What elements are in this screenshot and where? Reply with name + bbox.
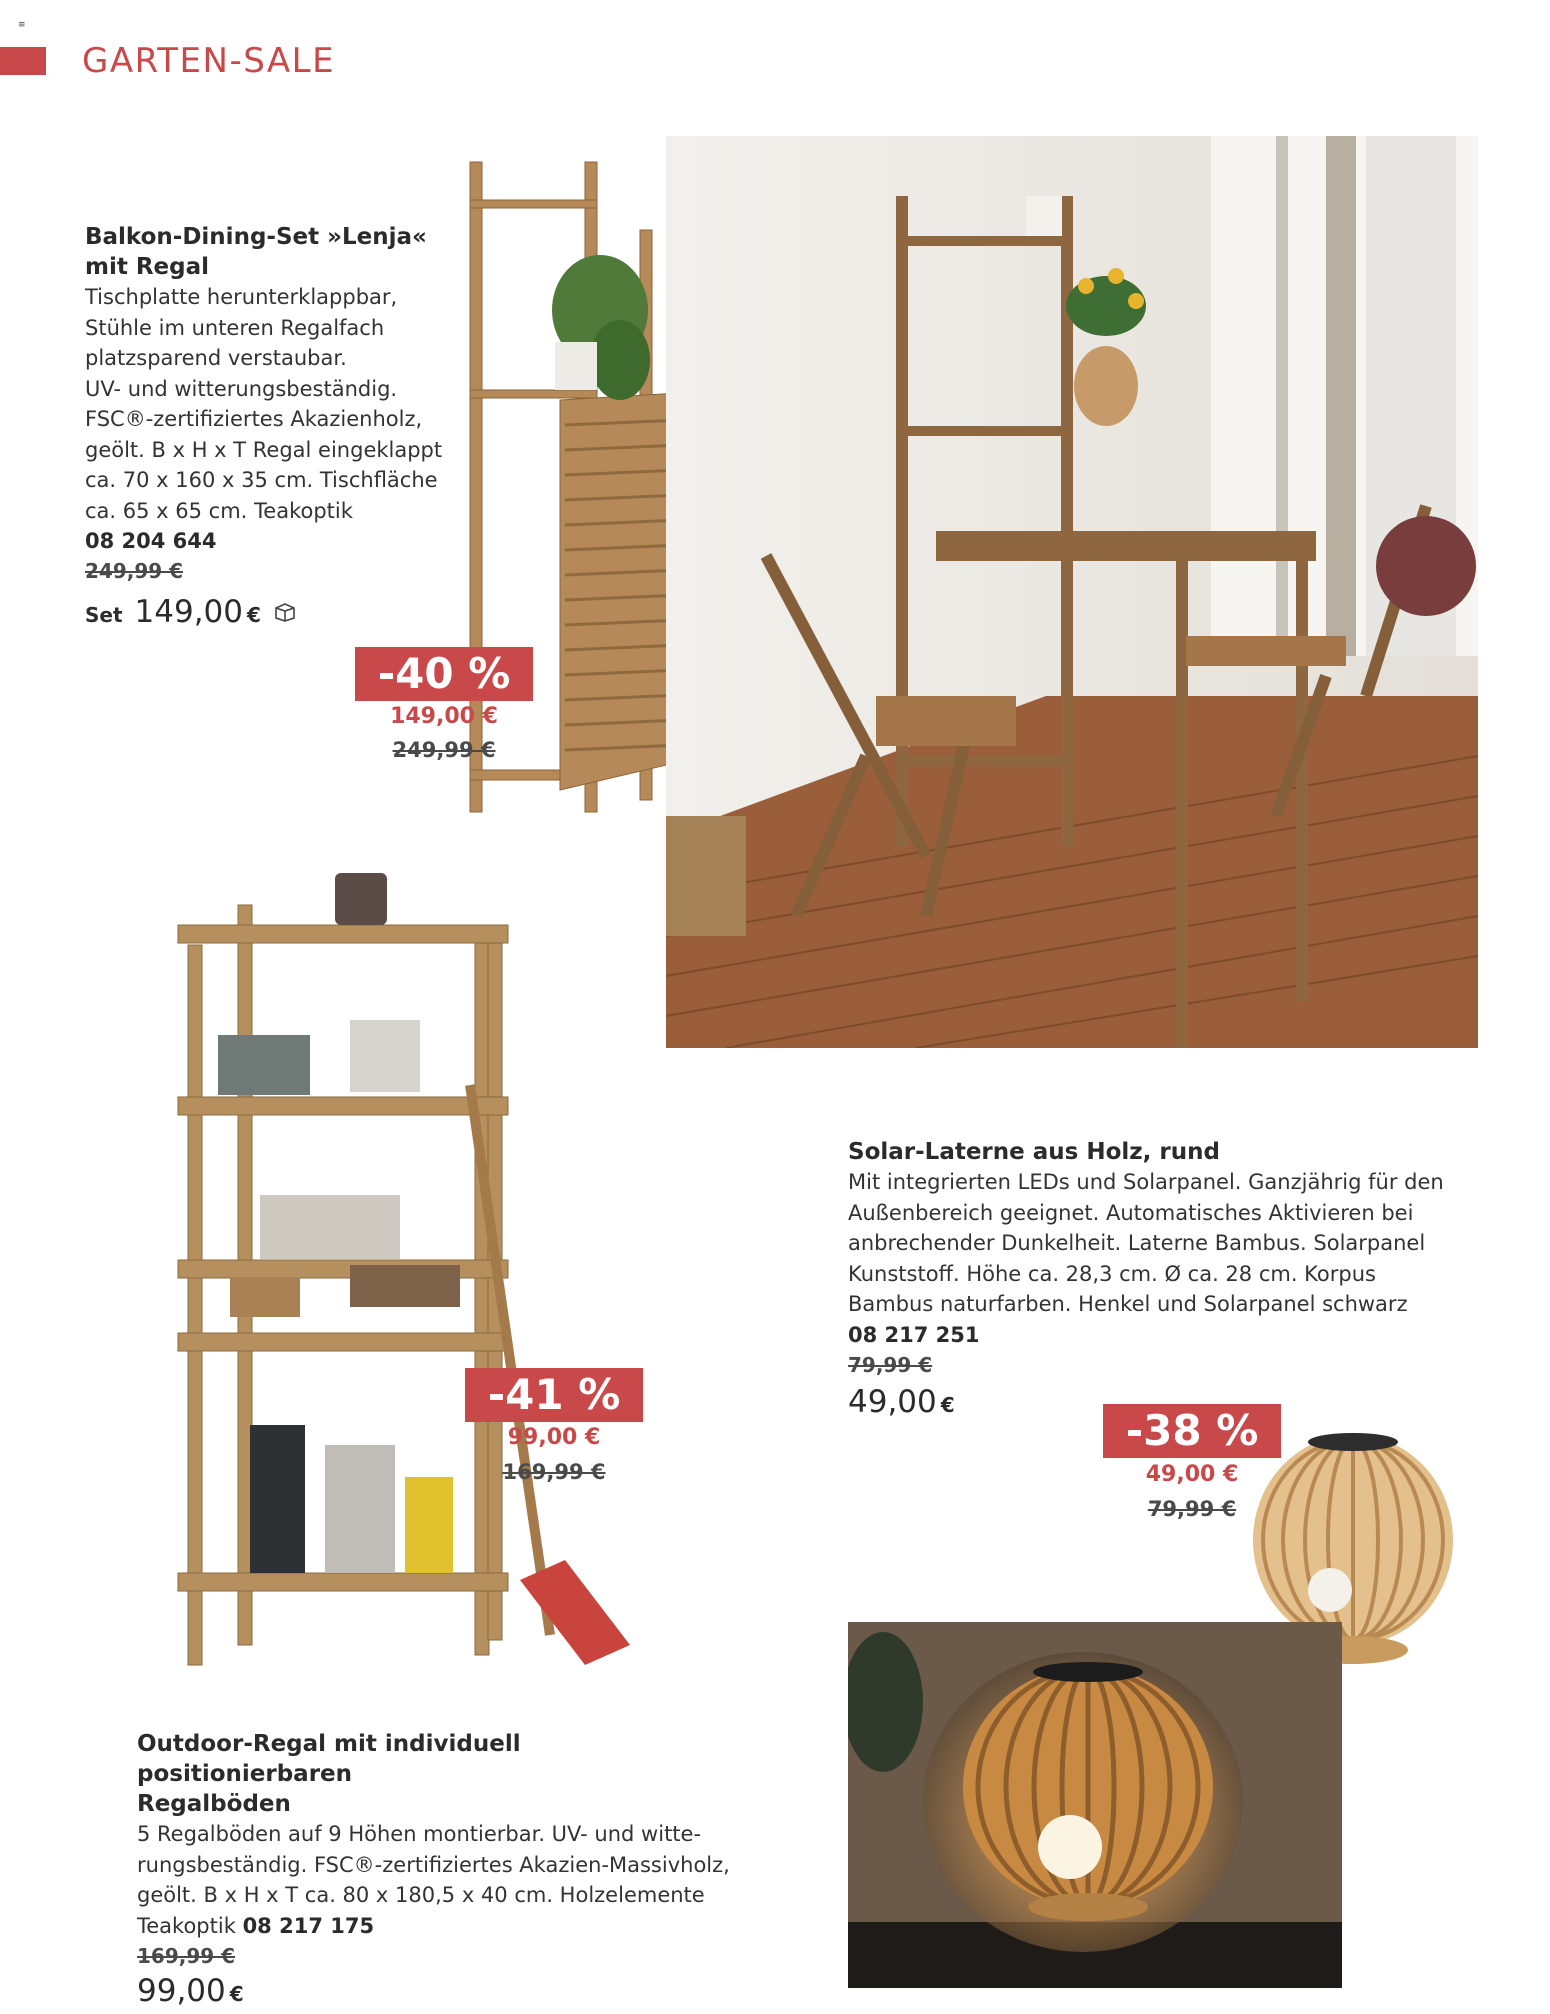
price-value: 49,00: [848, 1383, 937, 1420]
old-price: 169,99 €: [137, 1944, 236, 1968]
discount-badge: -38 %: [1103, 1404, 1281, 1458]
badge-old-price: 249,99 €: [392, 738, 496, 762]
product-title-line2: mit Regal: [85, 254, 210, 280]
price-row: [85, 594, 465, 630]
product-solar-laterne: [848, 1137, 1488, 1427]
desc-line: anbrechender Dunkelheit. Laterne Bambus. Solarpanel: [848, 1231, 1426, 1255]
currency: €: [247, 603, 261, 627]
article-number: 08 217 251: [848, 1322, 980, 1347]
badge-old-price: 79,99 €: [1147, 1497, 1237, 1521]
desc-line: 5 Regalböden auf 9 Höhen montierbar. UV- und witte-: [137, 1822, 702, 1846]
menu-icon[interactable]: ≡: [18, 20, 26, 30]
currency: €: [229, 1982, 244, 2006]
section-title: GARTEN-SALE: [82, 41, 336, 81]
badge-price: 99,00 €: [507, 1425, 601, 1450]
product-title: Balkon-Dining-Set »Lenja«: [85, 224, 427, 250]
new-price: [135, 594, 261, 630]
badge-price: 49,00 €: [1145, 1462, 1239, 1487]
product-title-line2: Regalböden: [137, 1791, 291, 1817]
desc-line: platzsparend verstaubar.: [85, 346, 347, 370]
discount-badge: -41 %: [465, 1368, 643, 1422]
desc-line: geölt. B x H x T Regal eingeklappt: [85, 437, 443, 462]
product-title: Solar-Laterne aus Holz, rund: [848, 1139, 1220, 1165]
discount-badge: -40 %: [355, 647, 533, 701]
old-price: 79,99 €: [848, 1352, 933, 1377]
product-description: [85, 282, 465, 526]
desc-text: Teakoptik: [137, 1913, 236, 1938]
desc-line: ca. 70 x 160 x 35 cm. Tischfläche: [85, 468, 438, 492]
badge-old-price: 169,99 €: [502, 1460, 606, 1484]
outdoor-shelf-image: [170, 865, 640, 1695]
desc-line: ca. 65 x 65 cm. Teakoptik: [85, 498, 353, 523]
desc-line: Mit integrierten LEDs und Solarpanel. Ganzjährig für den: [848, 1170, 1444, 1194]
delivery-box-icon: [273, 602, 297, 626]
article-number: 08 204 644: [85, 529, 217, 553]
desc-line: Außenbereich geeignet. Automatisches Aktivieren bei: [848, 1200, 1414, 1225]
desc-line: [137, 1911, 737, 1942]
product-outdoor-regal: [137, 1729, 737, 2014]
desc-line: geölt. B x H x T ca. 80 x 180,5 x 40 cm. Holzelemente: [137, 1883, 705, 1907]
product-balkon-set: [85, 222, 465, 630]
price-value: 149,00: [134, 594, 244, 630]
desc-line: FSC®-zertifiziertes Akazienholz,: [85, 407, 423, 431]
lantern-mood-photo: [848, 1622, 1342, 1988]
product-description: [848, 1167, 1488, 1320]
section-marker: [0, 47, 46, 75]
desc-line: Tischplatte herunterklappbar,: [85, 285, 398, 309]
product-title: Outdoor-Regal mit individuell positionierbaren: [137, 1731, 521, 1787]
new-price: [137, 1971, 737, 2014]
price-prefix: Set: [85, 603, 123, 627]
balcony-scene-photo: [666, 136, 1478, 1048]
old-price: 249,99 €: [85, 559, 184, 583]
badge-price: 149,00 €: [390, 704, 498, 729]
desc-line: UV- und witterungsbeständig.: [85, 376, 398, 401]
price-value: 99,00: [137, 1973, 226, 2009]
desc-line: Bambus naturfarben. Henkel und Solarpanel schwarz: [848, 1292, 1408, 1316]
desc-line: Stühle im unteren Regalfach: [85, 315, 385, 340]
desc-line: Kunststoff. Höhe ca. 28,3 cm. Ø ca. 28 cm. Korpus: [848, 1261, 1376, 1286]
product-description: [137, 1819, 737, 1941]
currency: €: [940, 1392, 955, 1417]
desc-line: rungsbeständig. FSC®-zertifiziertes Akazien-Massivholz,: [137, 1852, 730, 1877]
article-number: 08 217 175: [242, 1913, 375, 1938]
